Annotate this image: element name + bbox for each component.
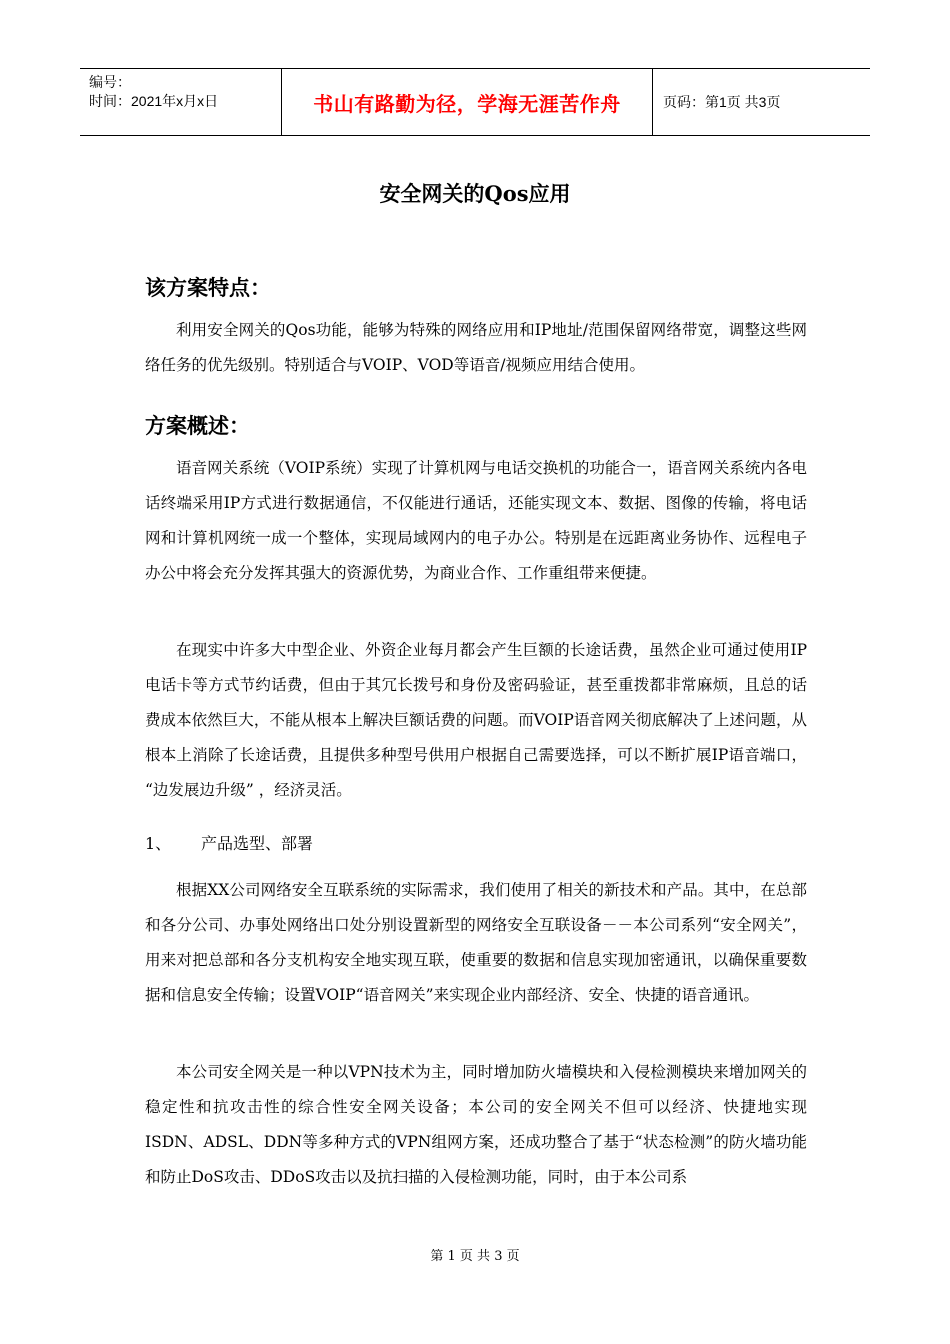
overview-paragraph-1: 语音网关系统（VOIP系统）实现了计算机网与电话交换机的功能合一，语音网关系统内各电话终端采用IP方式进行数据通信，不仅能进行通话，还能实现文本、数据、图像的传输，将电话网和计算机网统一成一个整体，实现局域网内的电子办公。特别是在远距离业务协作、远程电子办公中将会充分发挥其强大的资源优势，为商业合作、工作重组带来便捷。 — [145, 459, 807, 582]
header-motto: 书山有路勤为径，学海无涯苦作舟 — [282, 69, 653, 135]
product-section-heading — [145, 830, 313, 858]
header-table — [80, 68, 870, 136]
header-meta-cell — [80, 69, 282, 135]
date-label: 时间：2021年x月x日 — [89, 93, 219, 109]
document-title: 安全网关的Qos应用 — [379, 181, 571, 206]
features-paragraph: 利用安全网关的Qos功能，能够为特殊的网络应用和IP地址/范围保留网络带宽，调整这些网络任务的优先级别。特别适合与VOIP、VOD等语音/视频应用结合使用。 — [145, 321, 807, 374]
number-label: 编号： — [89, 74, 131, 90]
list-heading-text: 产品选型、部署 — [201, 834, 314, 853]
page-footer: 第 1 页 共 3 页 — [430, 1249, 520, 1264]
product-paragraph-2: 本公司安全网关是一种以VPN技术为主，同时增加防火墙模块和入侵检测模块来增加网关的稳定性和抗攻击性的综合性安全网关设备；本公司的安全网关不但可以经济、快捷地实现ISDN、ADSL、DDN等多种方式的VPN组网方案，还成功整合了基于“状态检测”的防火墙功能和防止DoS攻击、DDoS攻击以及抗扫描的入侵检测功能，同时，由于本公司系 — [145, 1063, 807, 1186]
list-number: 1、 — [145, 834, 172, 853]
product-paragraph-1: 根据XX公司网络安全互联系统的实际需求，我们使用了相关的新技术和产品。其中，在总部和各分公司、办事处网络出口处分别设置新型的网络安全互联设备－－本公司系列“安全网关”，用来对把总部和各分支机构安全地实现互联，使重要的数据和信息实现加密通讯，以确保重要数据和信息安全传输；设置VOIP“语音网关”来实现企业内部经济、安全、快捷的语音通讯。 — [145, 881, 807, 1004]
features-heading: 该方案特点： — [145, 276, 271, 300]
overview-paragraph-2: 在现实中许多大中型企业、外资企业每月都会产生巨额的长途话费，虽然企业可通过使用IP电话卡等方式节约话费，但由于其冗长拨号和身份及密码验证，甚至重拨都非常麻烦，且总的话费成本依然巨大，不能从根本上解决巨额话费的问题。而VOIP语音网关彻底解决了上述问题，从根本上消除了长途话费，且提供多种型号供用户根据自己需要选择，可以不断扩展IP语音端口， “边发展边升级” ，经济灵活。 — [145, 641, 807, 799]
overview-heading: 方案概述： — [145, 414, 250, 438]
header-page-code: 页码：第1页 共3页 — [663, 94, 781, 110]
